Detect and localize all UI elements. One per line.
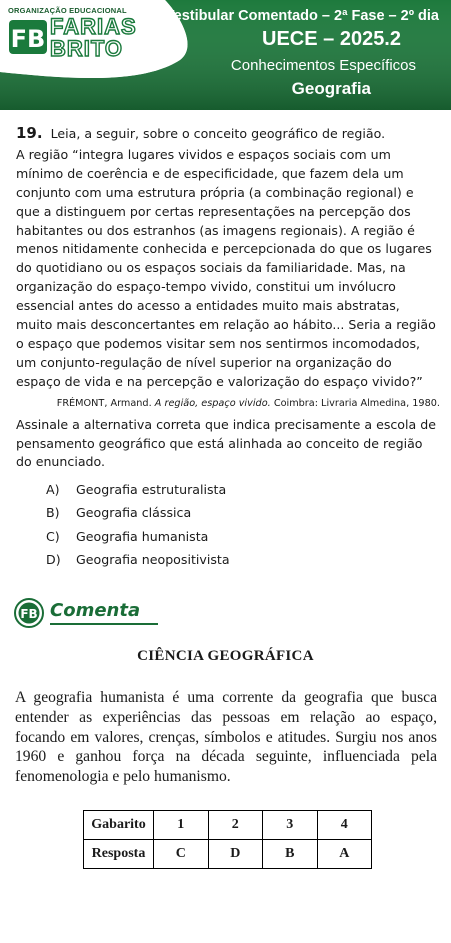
- alternative-text: Geografia neopositivista: [76, 552, 230, 568]
- alternative-letter: B): [46, 505, 60, 521]
- citation-title: A região, espaço vivido.: [154, 397, 271, 409]
- svg-text:FB: FB: [10, 25, 46, 53]
- question-number: 19.: [16, 124, 43, 142]
- alternative-letter: D): [46, 552, 61, 568]
- header-title: Vestibular Comentado – 2ª Fase – 2º dia: [164, 8, 439, 24]
- fb-logo-icon: [14, 598, 44, 628]
- question-quote: A região “integra lugares vividos e espaços sociais com um mínimo de coerência e de especificidade, que fazem dela um conjunto com uma estrutura própria (a combinação regional) e que a distinguem por certas representações na percepção dos habitantes ou dos estranhos (as imagens regionais). A região é menos nitidamente conhecida e percepcionada do que os lugares do quotidiano ou os espaços sociais da familiaridade. Mas, na organização do espaço-tempo vivido, constitui um invólucro essencial antes do acesso a entidades muito mais abstratas, muito mais desconcertantes em relação ao hábito... Seria a região o espaço que podemos visitar sem nos sentirmos incomodados, um conjunto-regulação de nível superior na organização do espaço de vida e na percepção e valorização do espaço vivido?”: [16, 146, 436, 389]
- answer-cell: D: [208, 840, 263, 869]
- question-number-cell: 4: [317, 811, 372, 840]
- question-number-cell: 3: [263, 811, 318, 840]
- section-title: CIÊNCIA GEOGRÁFICA: [137, 648, 314, 664]
- svg-text:FB: FB: [20, 607, 38, 621]
- page-header: [0, 0, 451, 110]
- question-number-cell: 1: [154, 811, 209, 840]
- comenta-label: Comenta: [50, 600, 141, 621]
- alternative-text: Geografia estruturalista: [76, 481, 227, 497]
- brand-line-2: BRITO: [50, 36, 124, 61]
- alternatives-list: [46, 478, 440, 572]
- answer-cell: A: [317, 840, 372, 869]
- farias-brito-logo: [6, 6, 156, 66]
- resposta-label: Resposta: [84, 840, 154, 869]
- table-row: [84, 840, 372, 869]
- logo-org-line: ORGANIZAÇÃO EDUCACIONAL: [8, 6, 127, 15]
- exam-name: UECE – 2025.2: [262, 28, 401, 50]
- comment-text: A geografia humanista é uma corrente da geografia que busca entender as experiências das pessoas em relação ao espaço, focando em valores, crenças, símbolos e atitudes. Surgiu nos anos 1960 e ganhou força na década seguinte, influenciada pela fenomenologia e pelo humanismo.: [15, 689, 437, 786]
- alternative-letter: C): [46, 528, 60, 544]
- answer-table: [83, 810, 372, 869]
- question-number-cell: 2: [208, 811, 263, 840]
- question-lead: Leia, a seguir, sobre o conceito geográfico de região.: [50, 126, 386, 141]
- table-row: [84, 811, 372, 840]
- comenta-heading: [14, 598, 164, 628]
- citation-rest: Coimbra: Livraria Almedina, 1980.: [273, 397, 440, 409]
- gabarito-label: Gabarito: [84, 811, 154, 840]
- comenta-underline: [50, 623, 158, 625]
- alternative-c: [46, 526, 440, 550]
- alternative-text: Geografia humanista: [76, 528, 209, 544]
- citation: [16, 395, 440, 414]
- question-header: [16, 124, 440, 144]
- question-prompt: Assinale a alternativa correta que indica precisamente a escola de pensamento geográfico que está alinhada ao conceito de região do enunciado.: [16, 416, 436, 470]
- brand-line-1: FARIAS: [50, 14, 137, 39]
- citation-author: FRÉMONT, Armand.: [56, 397, 152, 409]
- alternative-text: Geografia clássica: [76, 505, 192, 521]
- header-subtitle: Conhecimentos Específicos: [230, 57, 416, 74]
- question-block: [16, 124, 440, 573]
- alternative-letter: A): [46, 481, 60, 497]
- fb-logo-icon: [8, 18, 48, 56]
- alternative-b: [46, 502, 440, 526]
- alternative-d: [46, 549, 440, 573]
- answer-cell: B: [263, 840, 318, 869]
- subject-title: Geografia: [291, 79, 371, 98]
- answer-cell: C: [154, 840, 209, 869]
- alternative-a: [46, 478, 440, 502]
